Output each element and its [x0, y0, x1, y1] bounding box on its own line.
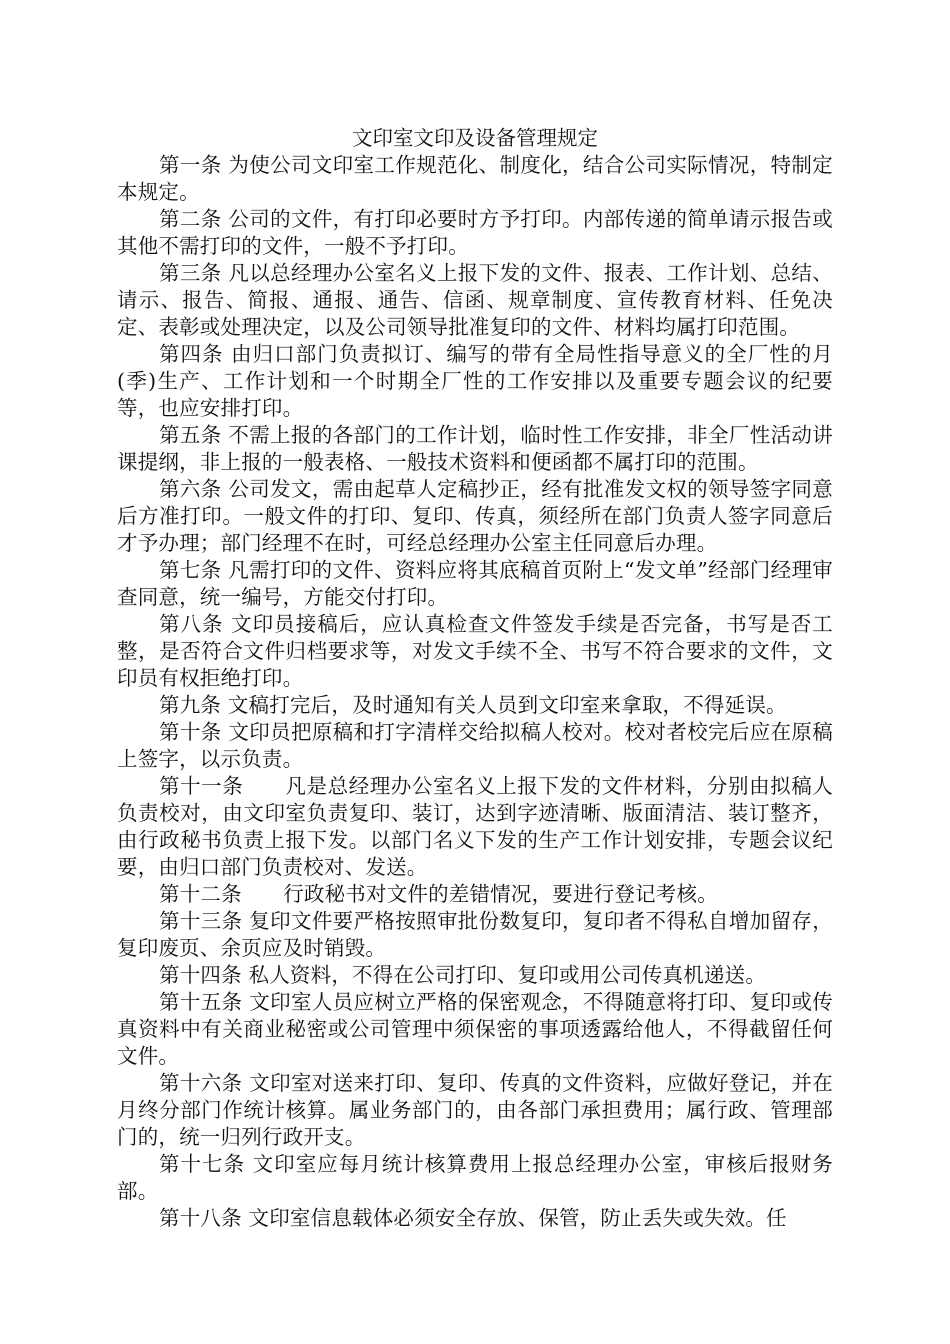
- article-15: 第十五条 文印室人员应树立严格的保密观念，不得随意将打印、复印或传真资料中有关商业秘密或公司管理中须保密的事项透露给他人，不得截留任何文件。: [117, 990, 833, 1068]
- article-16: 第十六条 文印室对送来打印、复印、传真的文件资料，应做好登记，并在月终分部门作统计核算。属业务部门的，由各部门承担费用；属行政、管理部门的，统一归列行政开支。: [117, 1071, 833, 1149]
- article-1: 第一条 为使公司文印室工作规范化、制度化，结合公司实际情况，特制定本规定。: [117, 153, 833, 204]
- article-6: 第六条 公司发文，需由起草人定稿抄正，经有批准发文权的领导签字同意后方准打印。一般文件的打印、复印、传真，须经所在部门负责人签字同意后才予办理；部门经理不在时，可经总经理办公室主任同意后办理。: [117, 477, 833, 555]
- document-title: 文印室文印及设备管理规定: [352, 126, 598, 150]
- article-9: 第九条 文稿打完后，及时通知有关人员到文印室来拿取，不得延误。: [159, 693, 787, 717]
- article-11: 第十一条 凡是总经理办公室名义上报下发的文件材料，分别由拟稿人负责校对，由文印室负责复印、装订，达到字迹清晰、版面清洁、装订整齐，由行政秘书负责上报下发。以部门名义下发的生产工作计划安排，专题会议纪要，由归口部门负责校对、发送。: [117, 774, 833, 879]
- article-4: 第四条 由归口部门负责拟订、编写的带有全局性指导意义的全厂性的月(季)生产、工作计划和一个时期全厂性的工作安排以及重要专题会议的纪要等，也应安排打印。: [117, 342, 833, 420]
- article-3: 第三条 凡以总经理办公室名义上报下发的文件、报表、工作计划、总结、请示、报告、简报、通报、通告、信函、规章制度、宣传教育材料、任免决定、表彰或处理决定，以及公司领导批准复印的文件、材料均属打印范围。: [117, 261, 833, 339]
- article-18: 第十八条 文印室信息载体必须安全存放、保管，防止丢失或失效。任: [159, 1206, 787, 1230]
- article-8: 第八条 文印员接稿后，应认真检查文件签发手续是否完备，书写是否工整，是否符合文件归档要求等，对发文手续不全、书写不符合要求的文件，文印员有权拒绝打印。: [117, 612, 833, 690]
- article-12: 第十二条 行政秘书对文件的差错情况，要进行登记考核。: [159, 882, 718, 906]
- article-5: 第五条 不需上报的各部门的工作计划，临时性工作安排，非全厂性活动讲课提纲，非上报的一般表格、一般技术资料和便函都不属打印的范围。: [117, 423, 833, 474]
- article-2: 第二条 公司的文件，有打印必要时方予打印。内部传递的简单请示报告或其他不需打印的文件，一般不予打印。: [117, 207, 833, 258]
- article-13: 第十三条 复印文件要严格按照审批份数复印，复印者不得私自增加留存，复印废页、余页应及时销毁。: [117, 909, 833, 960]
- document-page: [117, 124, 833, 1232]
- article-10: 第十条 文印员把原稿和打字清样交给拟稿人校对。校对者校完后应在原稿上签字，以示负责。: [117, 720, 833, 771]
- article-17: 第十七条 文印室应每月统计核算费用上报总经理办公室，审核后报财务部。: [117, 1152, 833, 1203]
- article-7: 第七条 凡需打印的文件、资料应将其底稿首页附上“发文单”经部门经理审查同意，统一编号，方能交付打印。: [117, 558, 833, 609]
- article-14: 第十四条 私人资料，不得在公司打印、复印或用公司传真机递送。: [159, 963, 767, 987]
